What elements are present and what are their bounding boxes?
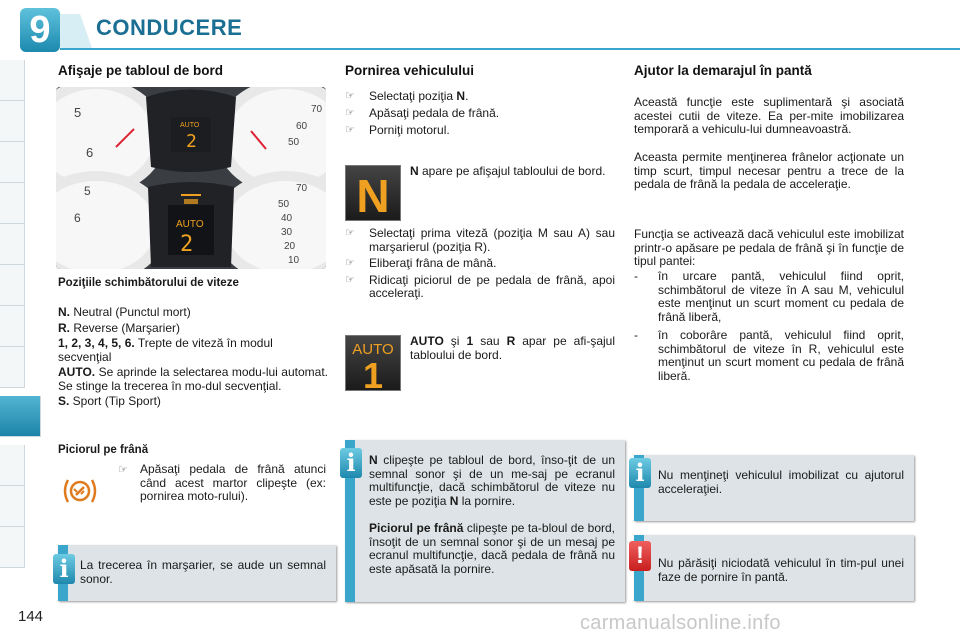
auto1-indicator-display — [345, 335, 401, 391]
side-tab-5[interactable] — [0, 224, 25, 265]
info-icon: i — [629, 458, 651, 488]
page-number: 144 — [18, 608, 44, 625]
instrument-cluster-illustration — [56, 87, 326, 269]
chapter-number-badge: 9 — [20, 8, 60, 52]
gear-positions-heading: Poziţiile schimbătorului de viteze — [58, 277, 239, 289]
side-tab-4[interactable] — [0, 183, 25, 224]
auto-description: AUTO şi 1 sau R apar pe afi-şajul tabloului de bord. — [410, 334, 616, 362]
watermark: carmanualsonline.info — [580, 612, 781, 634]
info-icon: i — [340, 448, 362, 478]
dial-tick: 10 — [288, 255, 300, 266]
note-paragraph: N clipeşte pe tabloul de bord, înso-ţit de un semnal sonor şi de un me-saj pe ecranul multifuncţie, dacă schimbătorul de viteze nu este pe poziţia N la pornire. — [369, 453, 615, 508]
lcd-auto-label: AUTO — [176, 219, 204, 230]
side-tab-1[interactable] — [0, 60, 25, 101]
dial-tick: 20 — [284, 241, 296, 252]
dial-tick: 5 — [74, 105, 82, 120]
side-tab-3[interactable] — [0, 142, 25, 183]
n-indicator-display — [345, 165, 401, 221]
dial-tick: 60 — [296, 121, 308, 132]
list-item: ☞ Apăsaţi pedala de frână. — [345, 106, 500, 120]
side-tab-10[interactable] — [0, 445, 25, 486]
hill-start-conditions — [634, 270, 904, 383]
info-icon: i — [53, 554, 75, 584]
dial-tick: 5 — [84, 184, 91, 198]
list-item: R. Reverse (Marşarier) — [58, 320, 181, 335]
note-paragraph: Piciorul pe frână clipeşte pe ta-bloul de bord, însoţit de un semnal sonor şi de un mesaj pe ecranul multifuncţie, dacă pedala de frână nu este apăsată la pornire. — [369, 521, 615, 576]
list-item: ☞ Ridicaţi piciorul de pe pedala de frână, apoi acceleraţi. — [345, 272, 615, 300]
side-tab-7[interactable] — [0, 306, 25, 347]
side-tab-8[interactable] — [0, 347, 25, 388]
dial-tick: 50 — [278, 199, 290, 210]
lcd-gear-number: 2 — [186, 131, 197, 152]
dashboard-display-heading: Afişaje pe tabloul de bord — [58, 63, 224, 78]
auto-gear-number: 1 — [362, 355, 384, 390]
hill-start-paragraph-2: Aceasta permite menţinerea frânelor acţionate un timp scurt, timpul necesar pentru a trece de la pedala de frână la pedala de acceleraţie. — [634, 150, 904, 191]
hand-pointer-icon: ☞ — [345, 90, 355, 102]
hand-pointer-icon: ☞ — [345, 107, 355, 119]
list-item: - în urcare pantă, vehiculul fiind oprit, schimbătorul de viteze în A sau M, vehiculul este menţinut un scurt moment cu pedala de frână liberă, — [634, 269, 904, 324]
list-item: S. Sport (Tip Sport) — [58, 394, 161, 408]
start-steps-1 — [345, 90, 615, 141]
warning-icon: ! — [629, 541, 651, 571]
list-item: AUTO. Se aprinde la selectarea modu-lui automat. Se stinge la trecerea în mo-dul secvenţial. — [58, 365, 328, 393]
list-item: ☞ Porniţi motorul. — [345, 123, 450, 137]
dial-tick: 50 — [288, 137, 300, 148]
list-item: - în coborâre pantă, vehiculul fiind oprit, schimbătorul de viteze în R, vehiculul este menţinut un scurt moment cu pedala de frână liberă. — [634, 328, 904, 383]
side-tab-2[interactable] — [0, 101, 25, 142]
dial-tick: 6 — [74, 211, 81, 225]
brake-instruction: ☞ Apăsaţi pedala de frână atunci când acest martor clipeşte (ex: pornirea moto-rului). — [118, 462, 326, 503]
warning-note-hill-start: Nu părăsiţi niciodată vehiculul în tim-pul unei faze de pornire în pantă. — [634, 535, 914, 601]
info-note-start — [345, 440, 625, 602]
hill-start-paragraph-3: Funcţia se activează dacă vehiculul este imobilizat printr-o apăsare pe pedala de frână şi în funcţie de tipul pantei: — [634, 227, 904, 268]
list-item: ☞ Selectaţi prima viteză (poziţia M sau A) sau marşarierul (poziţia R). — [345, 226, 615, 254]
lcd-gear-number: 2 — [180, 232, 194, 257]
dial-tick: 70 — [296, 183, 308, 194]
dial-tick: 40 — [281, 213, 293, 224]
dial-tick: 6 — [86, 145, 94, 160]
n-description: N apare pe afişajul tabloului de bord. — [410, 164, 606, 178]
auto-label: AUTO — [352, 341, 394, 358]
hill-start-heading: Ajutor la demarajul în pantă — [634, 63, 812, 78]
info-note-reverse: La trecerea în marşarier, se aude un semnal sonor. — [58, 545, 336, 601]
hand-pointer-icon: ☞ — [118, 464, 128, 476]
side-tab-9-active[interactable] — [0, 396, 41, 437]
list-item: ☞ Eliberaţi frâna de mână. — [345, 256, 497, 270]
gear-positions-list — [58, 306, 328, 409]
chapter-side-tabs — [0, 60, 30, 600]
dial-tick: 30 — [281, 227, 293, 238]
hand-pointer-icon: ☞ — [345, 257, 355, 269]
info-note-accelerator: Nu menţineţi vehiculul imobilizat cu ajutorul acceleraţiei. — [634, 455, 914, 521]
start-steps-2 — [345, 227, 615, 301]
brake-heading: Piciorul pe frână — [58, 444, 149, 456]
dial-tick: 70 — [311, 104, 323, 115]
brake-warning-lamp-icon — [60, 476, 100, 506]
list-item: 1, 2, 3, 4, 5, 6. Trepte de viteză în modul secvenţial — [58, 336, 273, 364]
hand-pointer-icon: ☞ — [345, 273, 355, 286]
hill-start-paragraph-1: Această funcţie este suplimentară şi asociată acestei cutii de viteze. Ea per-mite imobilizarea temporară a vehiculu-lui dumneavoastră. — [634, 95, 904, 136]
lcd-auto-label: AUTO — [180, 122, 200, 129]
list-item: N. Neutral (Punctul mort) — [58, 305, 191, 319]
vehicle-start-heading: Pornirea vehiculului — [345, 63, 475, 78]
hand-pointer-icon: ☞ — [345, 227, 355, 239]
dashboard-photo — [56, 87, 326, 269]
chapter-title: CONDUCERE — [96, 15, 243, 40]
side-tab-12[interactable] — [0, 527, 25, 568]
list-item: ☞ Selectaţi poziţia N. — [345, 89, 469, 103]
n-letter: N — [356, 170, 390, 220]
hand-pointer-icon: ☞ — [345, 124, 355, 136]
side-tab-11[interactable] — [0, 486, 25, 527]
side-tab-6[interactable] — [0, 265, 25, 306]
